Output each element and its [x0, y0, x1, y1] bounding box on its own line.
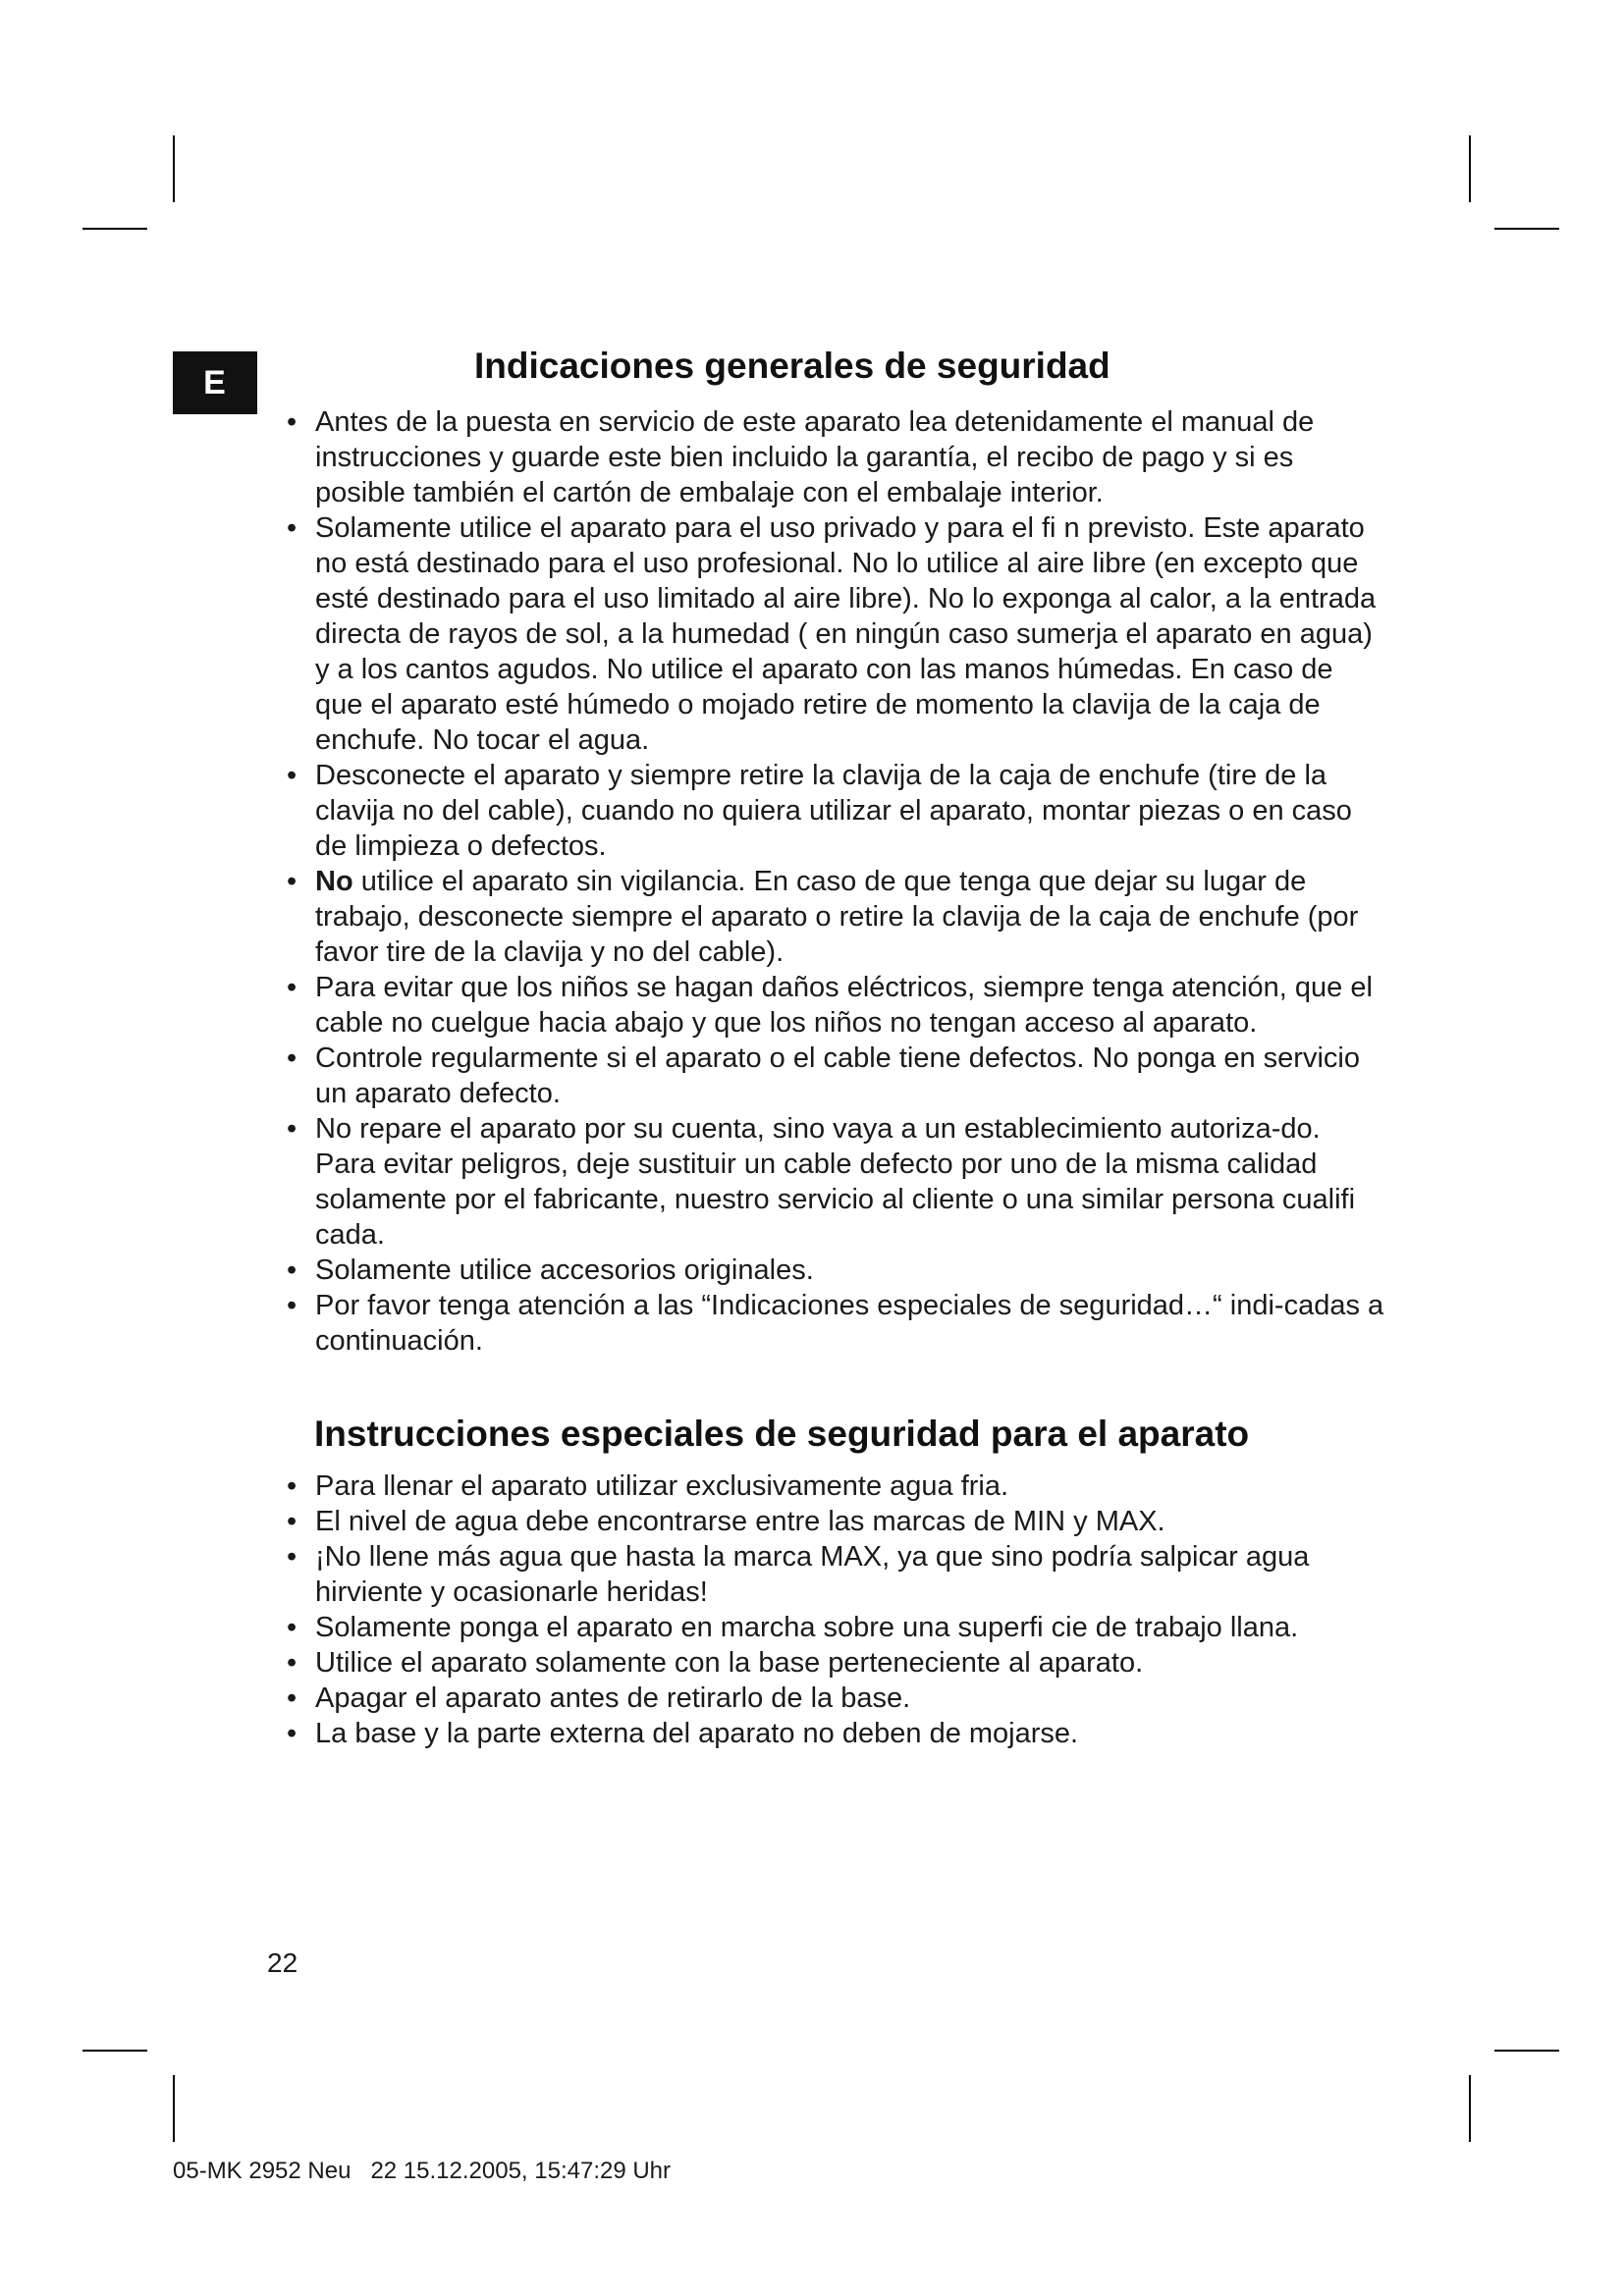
list-item	[267, 1041, 1386, 1111]
section2-list	[267, 1468, 1386, 1751]
list-item-text: Solamente utilice el aparato para el uso privado y para el fi n previsto. Este aparato no está destinado para el uso profesional. No lo utilice al aire libre (en excepto que esté destinado para el uso limitado al aire libre). No lo exponga al calor, a la entrada directa de rayos de sol, a la humedad ( en ningún caso sumerja el aparato en agua) y a los cantos agudos. No utilice el aparato con las manos húmedas. En caso de que el aparato esté húmedo o mojado retire de momento la clavija de la caja de enchufe. No tocar el agua.	[315, 512, 1377, 756]
list-item-text: La base y la parte externa del aparato no deben de mojarse.	[315, 1718, 1079, 1749]
list-item-text: Utilice el aparato solamente con la base perteneciente al aparato.	[315, 1647, 1144, 1679]
crop-mark-bottom-right-horizontal	[1494, 2050, 1559, 2052]
list-item	[267, 1681, 1386, 1716]
bold-lead: No	[315, 866, 353, 897]
list-item-text: No repare el aparato por su cuenta, sino vaya a un establecimiento autoriza-do. Para evitar peligros, deje sustituir un cable defecto por uno de la misma calidad solamente por el fabricante, nuestro servicio al cliente o una similar persona cualifi cada.	[315, 1113, 1356, 1251]
list-item	[267, 1645, 1386, 1681]
page-number: 22	[267, 1948, 298, 1978]
list-item	[267, 1610, 1386, 1645]
list-item-text: Para llenar el aparato utilizar exclusivamente agua fria.	[315, 1470, 1009, 1502]
crop-mark-bottom-left-horizontal	[82, 2050, 147, 2052]
list-item-text: Solamente utilice accesorios originales.	[315, 1255, 814, 1286]
list-item	[267, 404, 1386, 510]
list-item	[267, 970, 1386, 1041]
list-item-text: El nivel de agua debe encontrarse entre las marcas de MIN y MAX.	[315, 1506, 1165, 1537]
list-item	[267, 1468, 1386, 1504]
crop-mark-bottom-right-vertical	[1469, 2075, 1471, 2142]
list-item	[267, 1288, 1386, 1359]
list-item	[267, 864, 1386, 970]
list-item-text: ¡No llene más agua que hasta la marca MAX, ya que sino podría salpicar agua hirviente y ocasionarle heridas!	[315, 1541, 1310, 1608]
list-item	[267, 1253, 1386, 1288]
section2-title: Instrucciones especiales de seguridad para el aparato	[314, 1414, 1250, 1454]
list-item-text: Solamente ponga el aparato en marcha sobre una superfi cie de trabajo llana.	[315, 1612, 1299, 1643]
list-item	[267, 510, 1386, 758]
list-item	[267, 758, 1386, 864]
list-item-text: utilice el aparato sin vigilancia. En caso de que tenga que dejar su lugar de trabajo, desconecte siempre el aparato o retire la clavija de la caja de enchufe (por favor tire de la clavija y no del cable).	[315, 866, 1359, 968]
list-item-text: Para evitar que los niños se hagan daños eléctricos, siempre tenga atención, que el cable no cuelgue hacia abajo y que los niños no tengan acceso al aparato.	[315, 972, 1373, 1039]
section1-list	[267, 404, 1386, 1359]
list-item	[267, 1539, 1386, 1610]
list-item-text: Controle regularmente si el aparato o el cable tiene defectos. No ponga en servicio un aparato defecto.	[315, 1042, 1360, 1109]
language-tab: E	[173, 351, 257, 414]
list-item-text: Desconecte el aparato y siempre retire la clavija de la caja de enchufe (tire de la clavija no del cable), cuando no quiera utilizar el aparato, montar piezas o en caso de limpieza o defectos.	[315, 760, 1352, 862]
list-item	[267, 1111, 1386, 1253]
list-item-text: Por favor tenga atención a las “Indicaciones especiales de seguridad…“ indi-cadas a continuación.	[315, 1290, 1384, 1357]
crop-mark-top-right-vertical	[1469, 135, 1471, 202]
list-item	[267, 1716, 1386, 1751]
crop-mark-top-left-vertical	[173, 135, 175, 202]
crop-mark-top-left-horizontal	[82, 228, 147, 230]
crop-mark-bottom-left-vertical	[173, 2075, 175, 2142]
list-item-text: Apagar el aparato antes de retirarlo de la base.	[315, 1682, 911, 1714]
section1-title: Indicaciones generales de seguridad	[474, 346, 1110, 386]
print-info: 05-MK 2952 Neu 22 15.12.2005, 15:47:29 Uhr	[173, 2158, 672, 2184]
list-item-text: Antes de la puesta en servicio de este aparato lea detenidamente el manual de instrucciones y guarde este bien incluido la garantía, el recibo de pago y si es posible también el cartón de embalaje con el embalaje interior.	[315, 406, 1315, 508]
list-item	[267, 1504, 1386, 1539]
crop-mark-top-right-horizontal	[1494, 228, 1559, 230]
